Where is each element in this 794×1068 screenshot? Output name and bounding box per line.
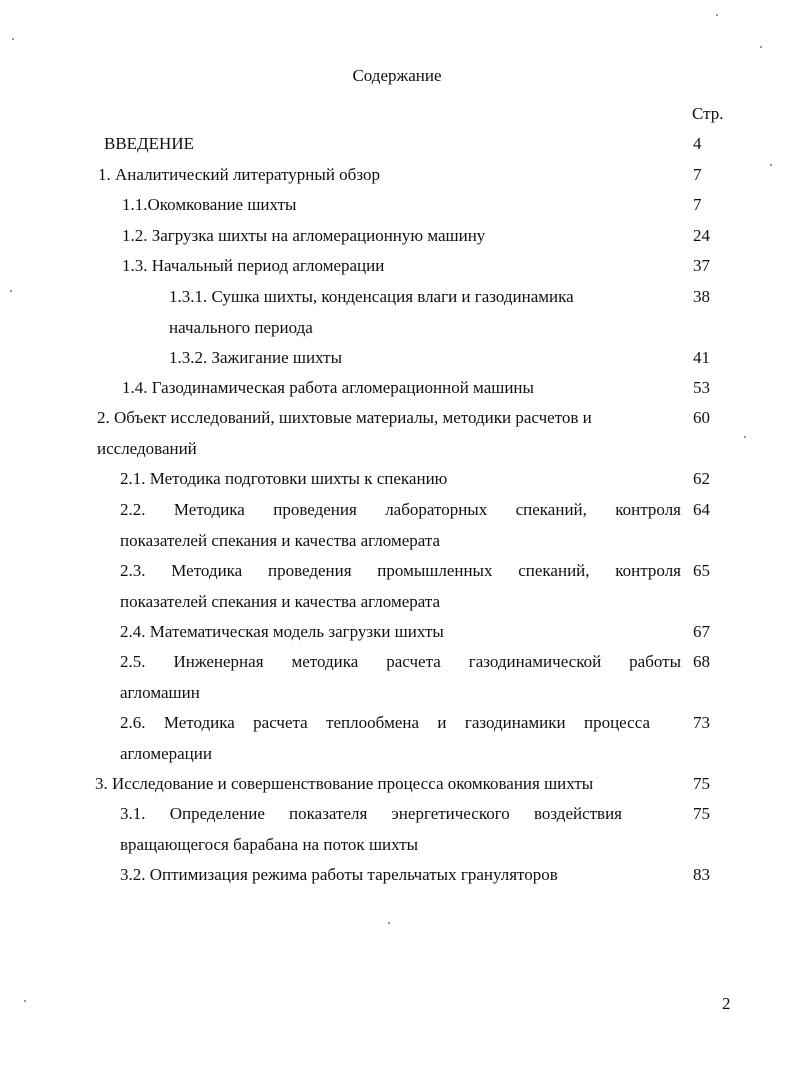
toc-entry bbox=[120, 647, 710, 708]
scan-speck bbox=[716, 14, 718, 16]
toc-entry bbox=[120, 556, 710, 617]
toc-entry-label-line2: вращающегося барабана на поток шихты bbox=[120, 834, 419, 854]
toc-entry-page: 7 bbox=[693, 165, 702, 184]
toc-entry-label-line1: 2.6. Методика расчета теплообмена и газодинамики процесса bbox=[120, 713, 650, 732]
toc-entry-page: 68 bbox=[693, 652, 710, 671]
toc-entry-label: 1.3.2. Зажигание шихты bbox=[169, 348, 343, 367]
toc-entry-page: 62 bbox=[693, 469, 710, 488]
scan-speck bbox=[10, 290, 12, 292]
toc-entry bbox=[120, 708, 710, 769]
toc-entry-page: 7 bbox=[693, 195, 702, 214]
toc-entry bbox=[120, 860, 710, 891]
toc-entry-page: 37 bbox=[693, 256, 710, 275]
toc-entry-label-line1: 1.3.1. Сушка шихты, конденсация влаги и газодинамика bbox=[169, 287, 574, 306]
toc-entry bbox=[122, 373, 710, 404]
scan-speck bbox=[12, 38, 14, 40]
toc-entry-page: 67 bbox=[693, 622, 710, 641]
page-number: 2 bbox=[722, 994, 731, 1013]
toc-entry-page: 75 bbox=[693, 804, 710, 823]
toc-entry bbox=[122, 190, 702, 221]
toc-entry bbox=[97, 403, 710, 464]
toc-entry-page: 60 bbox=[693, 408, 710, 427]
toc-entry-page: 53 bbox=[693, 378, 710, 397]
toc-entry-label-line2: начального периода bbox=[169, 317, 313, 337]
toc-entry-label-line1: 2.5. Инженерная методика расчета газодинамической работы bbox=[120, 652, 681, 671]
toc-entry-page: 65 bbox=[693, 561, 710, 580]
toc-entry-label-line2: показателей спекания и качества агломерата bbox=[120, 530, 441, 550]
toc-entry bbox=[169, 282, 710, 343]
toc-entry-label: 2.4. Математическая модель загрузки шихты bbox=[120, 622, 444, 641]
toc-entry-label-line1: 2.2. Методика проведения лабораторных спеканий, контроля bbox=[120, 500, 681, 519]
toc-entry bbox=[122, 251, 710, 282]
page-title: Содержание bbox=[352, 66, 442, 85]
toc-entry-page: 83 bbox=[693, 865, 710, 884]
scan-speck bbox=[770, 164, 772, 166]
toc-entry-label: 1.3. Начальный период агломерации bbox=[122, 256, 385, 275]
toc-entry-label-line2: показателей спекания и качества агломерата bbox=[120, 591, 441, 611]
toc-entry-label-line1: 2. Объект исследований, шихтовые материалы, методики расчетов и bbox=[97, 408, 592, 427]
toc-entry-label-line1: 3.1. Определение показателя энергетического воздействия bbox=[120, 804, 622, 823]
toc-entry-label: 3.2. Оптимизация режима работы тарельчатых грануляторов bbox=[120, 865, 558, 884]
toc-entry bbox=[120, 799, 710, 860]
toc-entry-label-line2: агломашин bbox=[120, 682, 200, 702]
toc-entry-label: 1.4. Газодинамическая работа агломерационной машины bbox=[122, 378, 534, 397]
toc-entry-label-line2: исследований bbox=[97, 438, 197, 458]
toc-entry-label: ВВЕДЕНИЕ bbox=[104, 134, 194, 153]
scan-speck bbox=[760, 46, 762, 48]
toc-entry-page: 38 bbox=[693, 287, 710, 306]
toc-entry-label: 2.1. Методика подготовки шихты к спеканию bbox=[120, 469, 448, 488]
toc-entry-page: 41 bbox=[693, 348, 710, 367]
toc-entry-page: 64 bbox=[693, 500, 710, 519]
toc-entry bbox=[169, 343, 710, 374]
toc-entry-page: 24 bbox=[693, 226, 710, 245]
toc-entry bbox=[104, 129, 702, 160]
toc-entry-label-line1: 2.3. Методика проведения промышленных спеканий, контроля bbox=[120, 561, 681, 580]
toc-entry-label: 1.1.Окомкование шихты bbox=[122, 195, 297, 214]
toc-entry bbox=[120, 495, 710, 556]
toc-entry-label: 1. Аналитический литературный обзор bbox=[98, 165, 380, 184]
scan-speck bbox=[24, 1000, 26, 1002]
toc-entry bbox=[122, 221, 710, 252]
scan-speck bbox=[388, 922, 390, 924]
toc-entry-label: 3. Исследование и совершенствование процесса окомкования шихты bbox=[95, 774, 594, 793]
toc-entry-label-line2: агломерации bbox=[120, 743, 212, 763]
toc-entry bbox=[120, 617, 710, 648]
toc-entry bbox=[98, 160, 702, 191]
toc-entry-page: 4 bbox=[693, 134, 702, 153]
toc-entry-label: 1.2. Загрузка шихты на агломерационную машину bbox=[122, 226, 486, 245]
toc-entry bbox=[120, 464, 710, 495]
scan-speck bbox=[744, 436, 746, 438]
toc-entry-page: 75 bbox=[693, 774, 710, 793]
toc-entry bbox=[95, 769, 710, 800]
toc-entry-page: 73 bbox=[693, 713, 710, 732]
page-column-header: Стр. bbox=[692, 104, 724, 123]
